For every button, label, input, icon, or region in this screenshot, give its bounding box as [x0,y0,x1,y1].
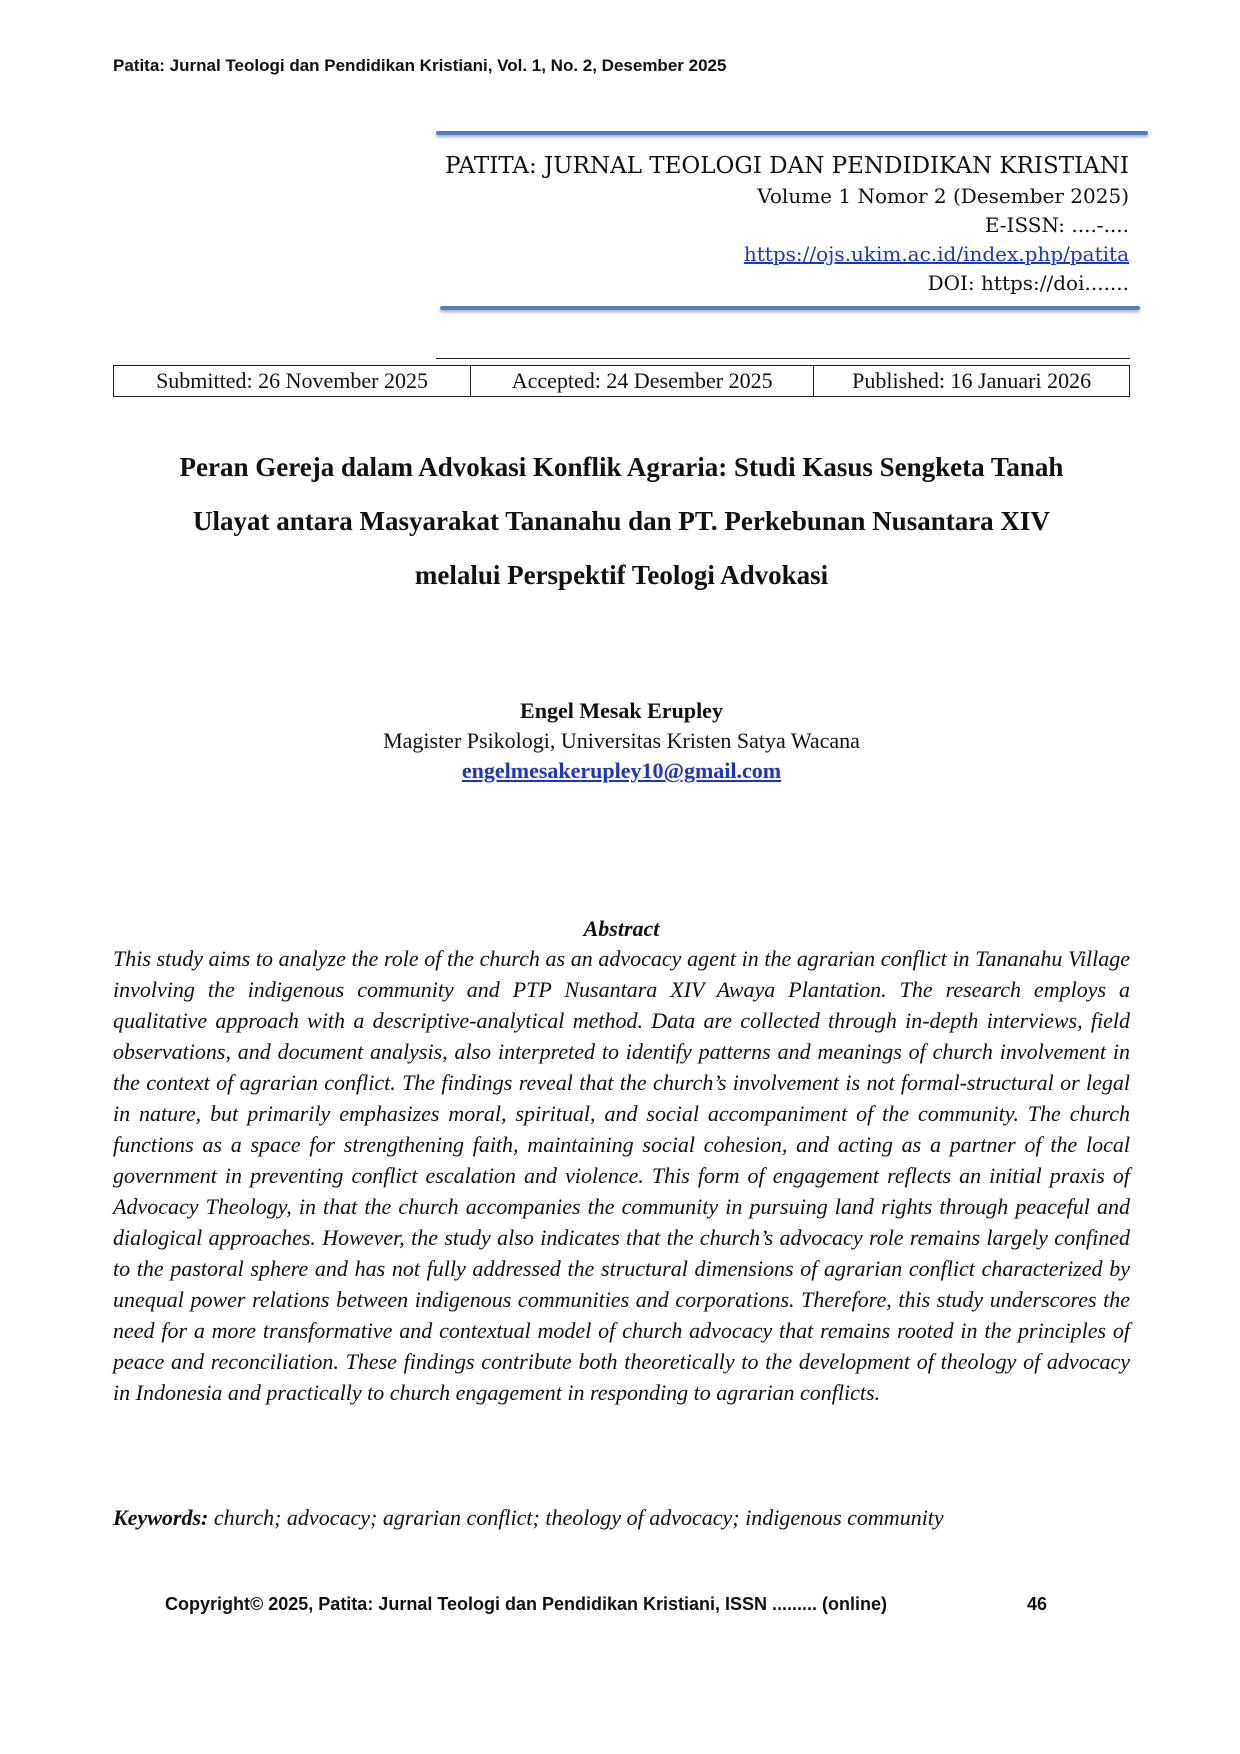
title-line: Peran Gereja dalam Advokasi Konflik Agraria: Studi Kasus Sengketa Tanah [179,452,1064,482]
abstract-body: This study aims to analyze the role of the church as an advocacy agent in the agrarian conflict in Tananahu Village involving the indigenous community and PTP Nusantara XIV Awaya Plantation. The research employs a qualitative approach with a descriptive-analytical method. Data are collected through in-depth interviews, field observations, and document analysis, also interpreted to identify patterns and meanings of church involvement in the context of agrarian conflict. The findings reveal that the church’s involvement is not formal-structural or legal in nature, but primarily emphasizes moral, spiritual, and social accompaniment of the community. The church functions as a space for strengthening faith, maintaining social cohesion, and acting as a partner of the local government in preventing conflict escalation and violence. This form of engagement reflects an initial praxis of Advocacy Theology, in that the church accompanies the community in pursuing land rights through peaceful and dialogical approaches. However, the study also indicates that the church’s advocacy role remains largely confined to the pastoral sphere and has not fully addressed the structural dimensions of agrarian conflict characterized by unequal power relations between indigenous communities and corporations. Therefore, this study underscores the need for a more transformative and contextual model of church advocacy that remains rooted in the principles of peace and reconciliation. These findings contribute both theoretically to the development of theology of advocacy in Indonesia and practically to church engagement in responding to agrarian conflicts. [113,946,1130,1405]
keywords-values: church; advocacy; agrarian conflict; theology of advocacy; indigenous community [213,1505,944,1530]
author-block [113,696,1130,786]
title-line: melalui Perspektif Teologi Advokasi [414,560,829,590]
accepted-date: Accepted: 24 Desember 2025 [471,366,814,397]
keywords-line [113,1503,1130,1533]
journal-volume: Volume 1 Nomor 2 (Desember 2025) [757,184,1129,208]
header-rule-top [436,131,1148,135]
author-email-link[interactable]: engelmesakerupley10@gmail.com [461,758,782,783]
running-head: Patita: Jurnal Teologi dan Pendidikan Kristiani, Vol. 1, No. 2, Desember 2025 [113,56,727,75]
journal-eissn: E-ISSN: ....-.... [984,213,1129,237]
author-affiliation: Magister Psikologi, Universitas Kristen Satya Wacana [383,728,860,753]
header-rule-bottom [440,306,1140,310]
keywords-label: Keywords: [113,1505,209,1530]
dates-table [113,365,1130,397]
page-number: 46 [1027,1594,1048,1614]
abstract-heading: Abstract [583,916,660,941]
author-name: Engel Mesak Erupley [520,698,723,723]
published-date: Published: 16 Januari 2026 [814,366,1130,397]
paper-title [113,440,1130,602]
title-line: Ulayat antara Masyarakat Tananahu dan PT. Perkebunan Nusantara XIV [193,506,1050,536]
footer-copyright: Copyright© 2025, Patita: Jurnal Teologi dan Pendidikan Kristiani, ISSN ......... (online) [165,1594,888,1614]
separator-line [436,358,1130,359]
journal-doi: DOI: https://doi....... [927,271,1129,295]
submitted-date: Submitted: 26 November 2025 [114,366,471,397]
journal-name: PATITA: JURNAL TEOLOGI DAN PENDIDIKAN KRISTIANI [445,153,1129,179]
journal-url-link[interactable]: https://ojs.ukim.ac.id/index.php/patita [743,242,1129,266]
journal-info-block [445,150,1129,298]
